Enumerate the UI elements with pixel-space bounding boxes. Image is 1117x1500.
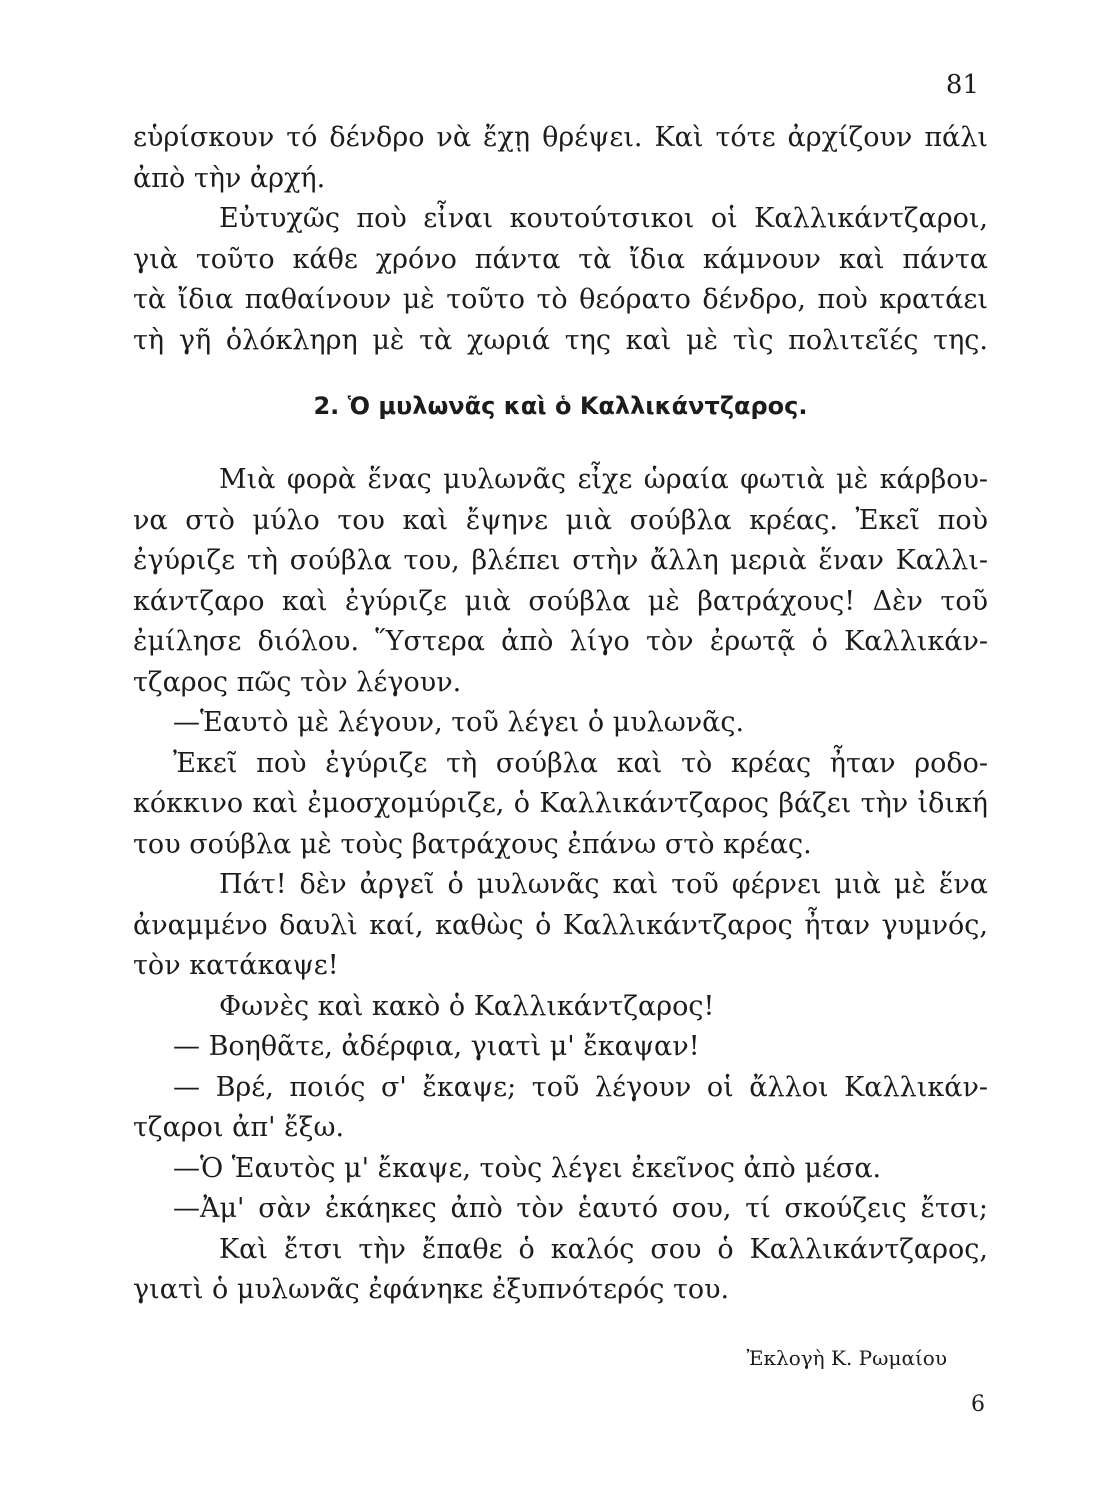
story-line: του σούβλα μὲ τοὺς βατράχους ἐπάνω στὸ κρέας. [133,828,812,860]
story-heading: 2. Ὁ μυλωνᾶς καὶ ὁ Καλλικάντζαρος. [313,392,808,420]
text-line: γιὰ τοῦτο κάθε χρόνο πάντα τὰ ἴδια κάμνουν καὶ πάντα [133,243,988,275]
story-text [133,460,988,1311]
signature-number: 6 [971,1392,985,1417]
intro-text [133,118,988,361]
paragraph-2 [133,199,988,361]
story-line: ἀναμμένο δαυλὶ καί, καθὼς ὁ Καλλικάντζαρος ἦταν γυμνός, [133,909,988,941]
story-line: — Βρέ, ποιός σ' ἔκαψε; τοῦ λέγουν οἱ ἄλλοι Καλλικάν- [173,1071,988,1103]
story-line: τὸν κατάκαψε! [133,950,339,981]
story-line: τζαροι ἀπ' ἔξω. [133,1112,345,1143]
text-line: Εὐτυχῶς ποὺ εἶναι κουτούτσικοι οἱ Καλλικάντζαροι, [219,203,988,234]
credit-line: Ἐκλογὴ Κ. Ρωμαίου [746,1346,947,1370]
page-number: 81 [945,70,979,100]
text-line: τὰ ἴδια παθαίνουν μὲ τοῦτο τὸ θεόρατο δένδρο, ποὺ κρατάει [133,284,988,315]
story-line: Ἐκεῖ ποὺ ἐγύριζε τὴ σούβλα καὶ τὸ κρέας ἦταν ροδο- [173,747,988,779]
story-line: Καὶ ἔτσι τὴν ἔπαθε ὁ καλός σου ὁ Καλλικάντζαρος, [219,1233,988,1265]
story-line: Φωνὲς καὶ κακὸ ὁ Καλλικάντζαρος! [219,990,715,1022]
paragraph-1 [133,118,988,199]
story-line: —Ἑαυτὸ μὲ λέγουν, τοῦ λέγει ὁ μυλωνᾶς. [173,707,745,738]
story-line: Μιὰ φορὰ ἕνας μυλωνᾶς εἶχε ὡραία φωτιὰ μὲ κάρβου- [219,464,988,495]
story-line: ἐγύριζε τὴ σούβλα του, βλέπει στὴν ἄλλη μεριὰ ἕναν Καλλι- [133,545,988,576]
text-line: ἀπὸ τὴν ἀρχή. [133,162,326,194]
text-line: εὑρίσκουν τό δένδρο νὰ ἔχῃ θρέψει. Καὶ τότε ἀρχίζουν πάλι [133,122,988,153]
story-line: να στὸ μύλο του καὶ ἔψηνε μιὰ σούβλα κρέας. Ἐκεῖ ποὺ [133,504,988,536]
story-line: —Ὁ Ἑαυτὸς μ' ἔκαψε, τοὺς λέγει ἐκεῖνος ἀπὸ μέσα. [173,1152,882,1184]
story-line: τζαρος πῶς τὸν λέγουν. [133,666,462,698]
story-line: γιατὶ ὁ μυλωνᾶς ἐφάνηκε ἐξυπνότερός του. [133,1274,730,1305]
story-line: ἐμίλησε διόλου. Ὕστερα ἀπὸ λίγο τὸν ἐρωτᾷ ὁ Καλλικάν- [133,626,988,657]
story-line: κάντζαρο καὶ ἐγύριζε μιὰ σούβλα μὲ βατράχους! Δὲν τοῦ [133,585,988,617]
story-line: — Βοηθᾶτε, ἀδέρφια, γιατὶ μ' ἔκαψαν! [173,1031,700,1062]
text-line: τὴ γῆ ὁλόκληρη μὲ τὰ χωριά της καὶ μὲ τὶς πολιτεῖές της. [133,324,988,356]
story-line: —Ἀμ' σὰν ἐκάηκες ἀπὸ τὸν ἑαυτό σου, τί σκούζεις ἔτσι; [173,1193,988,1224]
story-line: κόκκινο καὶ ἐμοσχομύριζε, ὁ Καλλικάντζαρος βάζει τὴν ἰδική [133,788,988,819]
story-line: Πάτ! δὲν ἀργεῖ ὁ μυλωνᾶς καὶ τοῦ φέρνει μιὰ μὲ ἕνα [219,869,988,900]
